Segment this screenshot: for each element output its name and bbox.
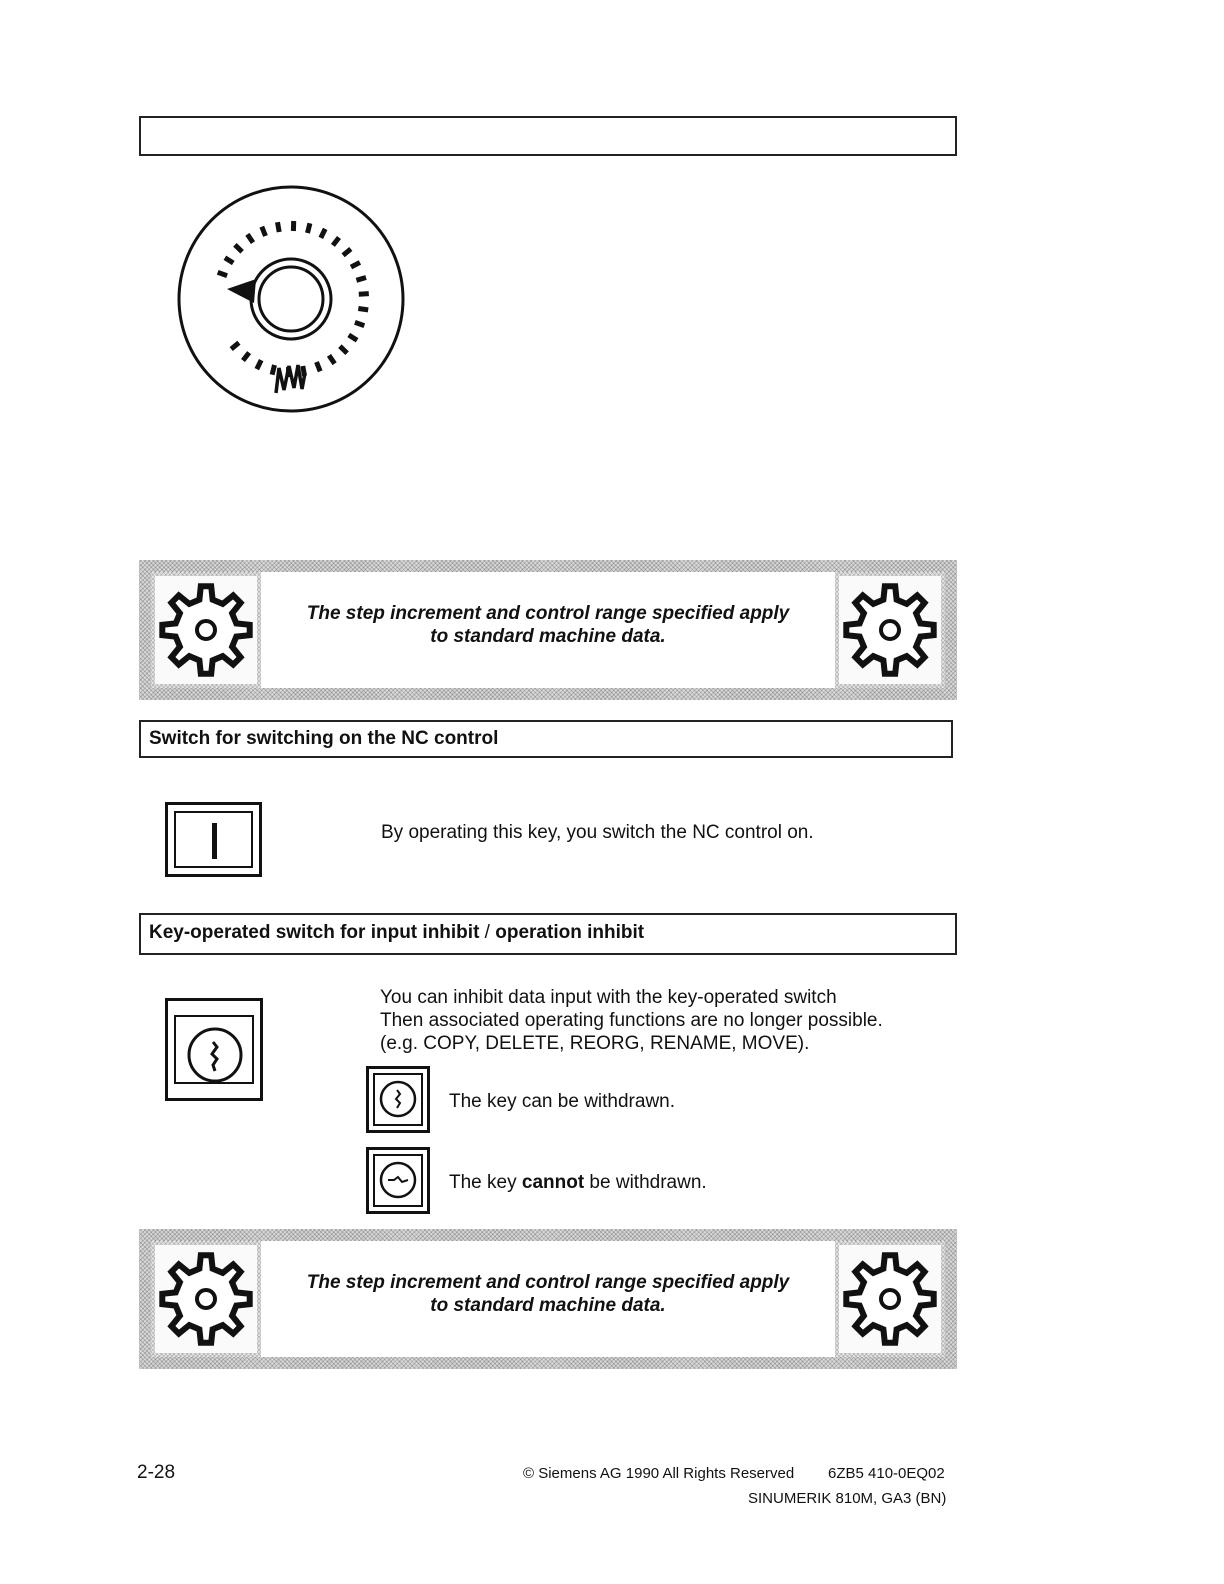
page-number: 2-28 <box>137 1462 176 1483</box>
product-name: SINUMERIK 810M, GA3 (BN) <box>748 1490 947 1507</box>
dial-tick <box>308 223 310 233</box>
key-fixed-symbol <box>366 1147 430 1214</box>
note-line-1: The step increment and control range specified apply <box>306 603 790 624</box>
key-withdrawable-symbol <box>366 1066 430 1133</box>
key-fixed-text-suffix: be withdrawn. <box>584 1172 707 1193</box>
rotary-dial-icon <box>176 183 406 415</box>
gear-icon <box>840 1249 940 1349</box>
nc-control-heading: Switch for switching on the NC control <box>139 720 953 758</box>
section-heading-box <box>139 116 957 156</box>
nc-power-on-key[interactable] <box>165 802 262 877</box>
key-fixed-text <box>449 1171 707 1194</box>
note-line-2: to standard machine data. <box>430 1295 666 1316</box>
power-on-icon <box>212 823 217 859</box>
dial-tick <box>272 365 274 375</box>
key-fixed-text-prefix: The key <box>449 1172 522 1193</box>
dial-tick <box>317 362 321 371</box>
dial-tick <box>358 309 368 310</box>
key-switch-line-3: (e.g. COPY, DELETE, REORG, RENAME, MOVE). <box>380 1033 810 1054</box>
note-line-1: The step increment and control range specified apply <box>306 1272 790 1293</box>
note-line-2: to standard machine data. <box>430 626 666 647</box>
key-withdrawable-icon <box>378 1079 418 1119</box>
gear-icon <box>840 580 940 680</box>
nc-key-description: By operating this key, you switch the NC control on. <box>381 822 814 843</box>
key-switch-heading-part2: operation inhibit <box>495 922 645 943</box>
key-switch-description <box>380 986 883 1055</box>
dial-tick <box>218 272 227 275</box>
key-fixed-text-emphasis: cannot <box>521 1172 585 1193</box>
dial-tick <box>356 278 366 281</box>
gear-icon <box>156 580 256 680</box>
order-number: 6ZB5 410-0EQ02 <box>828 1465 945 1482</box>
copyright-notice: © Siemens AG 1990 All Rights Reserved <box>523 1465 795 1482</box>
machine-data-note <box>139 1229 957 1369</box>
key-fixed-icon <box>378 1160 418 1200</box>
machine-data-note <box>139 560 957 700</box>
key-switch-heading <box>139 913 957 955</box>
dial-tick <box>262 227 266 236</box>
dial-tick <box>278 222 280 232</box>
key-switch-heading-part1: Key-operated switch for input inhibit <box>149 922 480 943</box>
key-switch-line-2: Then associated operating functions are no longer possible. <box>380 1010 883 1031</box>
key-switch-large[interactable] <box>165 998 263 1101</box>
dial-tick <box>359 294 369 295</box>
gear-icon <box>156 1249 256 1349</box>
key-withdrawable-text: The key can be withdrawn. <box>449 1091 676 1112</box>
key-switch-heading-separator: / <box>479 922 496 943</box>
key-switch-icon <box>185 1025 245 1085</box>
key-switch-line-1: You can inhibit data input with the key-operated switch <box>380 987 837 1008</box>
dial-tick <box>355 322 364 325</box>
